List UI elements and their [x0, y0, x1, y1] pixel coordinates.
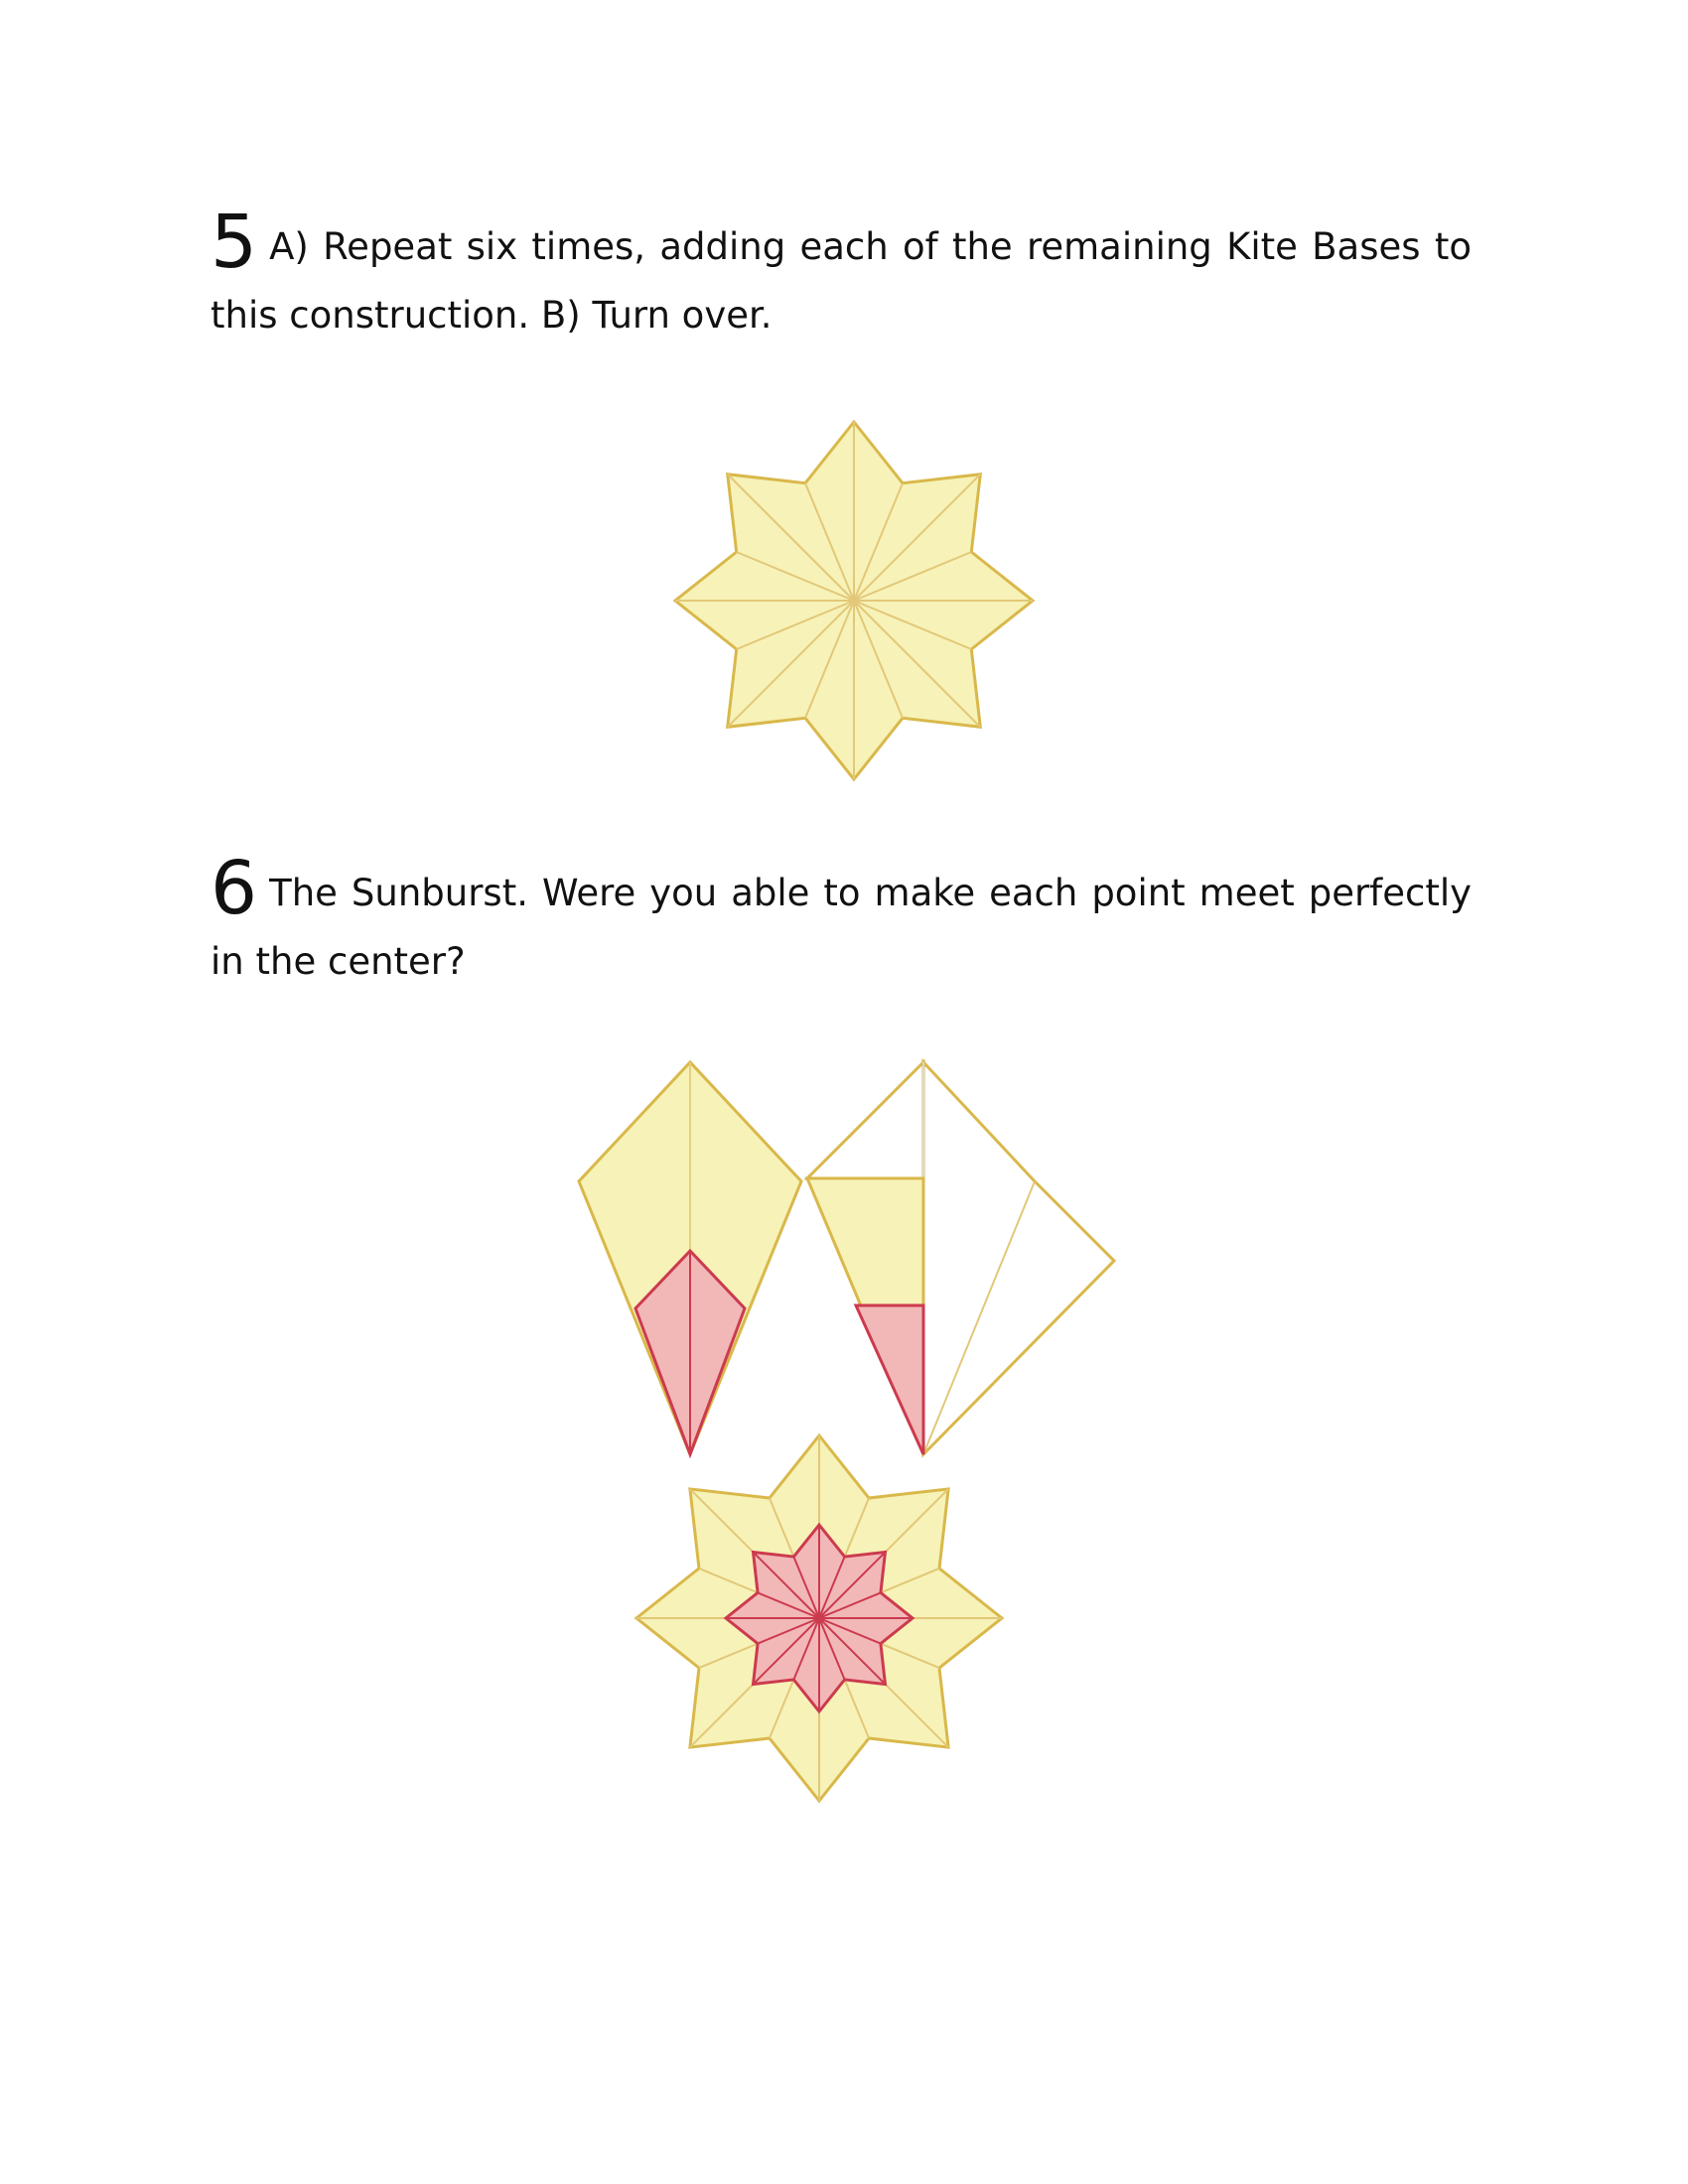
- sunburst-inner-red-star: [726, 1525, 913, 1711]
- step-6-instruction: [211, 846, 1472, 996]
- kite-base-front-diagram: [571, 1057, 819, 1464]
- open-flap-outline: [923, 1062, 1114, 1454]
- left-kite-edge: [807, 1062, 923, 1178]
- step-6-number: 6: [211, 846, 258, 931]
- star-outline: [675, 422, 1033, 779]
- step-6-text: The Sunburst. Were you able to make each point meet perfectly in the center?: [211, 872, 1472, 983]
- finished-sunburst-diagram: [626, 1425, 1013, 1812]
- step-5-instruction: [211, 200, 1472, 349]
- kite-base-folding-diagram: [804, 1057, 1122, 1464]
- step-5-number: 5: [211, 200, 258, 285]
- folded-star-diagram: [665, 412, 1043, 789]
- step-5-text: A) Repeat six times, adding each of the remaining Kite Bases to this construction. B) Turn over.: [211, 225, 1472, 337]
